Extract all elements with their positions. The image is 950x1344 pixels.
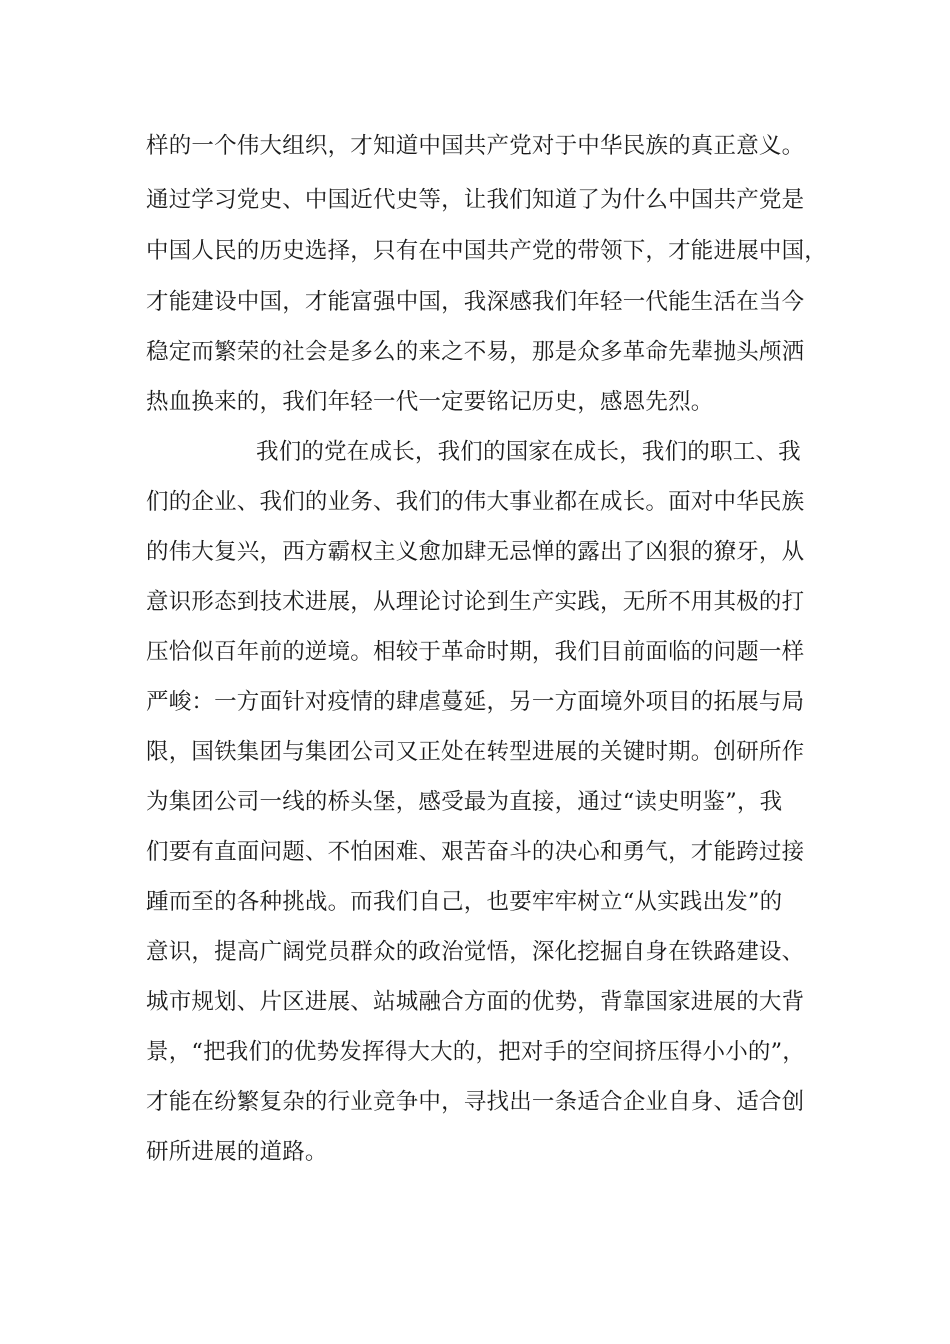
text-line: 才能在纷繁复杂的行业竞争中，寻找出一条适合企业自身、适合创	[146, 1089, 805, 1115]
text-line: 热血换来的，我们年轻一代一定要铭记历史，感恩先烈。	[146, 389, 714, 415]
text-line: 们要有直面问题、不怕困难、艰苦奋斗的决心和勇气，才能跨过接	[146, 839, 805, 865]
text-line: 样的一个伟大组织，才知道中国共产党对于中华民族的真正意义。	[146, 133, 805, 159]
text-line: 们的企业、我们的业务、我们的伟大事业都在成长。面对中华民族	[146, 489, 805, 515]
text-line: 意识形态到技术进展，从理论讨论到生产实践，无所不用其极的打	[146, 589, 805, 615]
text-line: 限，国铁集团与集团公司又正处在转型进展的关键时期。创研所作	[146, 739, 805, 765]
text-line: 才能建设中国，才能富强中国，我深感我们年轻一代能生活在当今	[146, 289, 805, 315]
text-line: 城市规划、片区进展、站城融合方面的优势，背靠国家进展的大背	[146, 989, 805, 1015]
text-line: 严峻：一方面针对疫情的肆虐蔓延，另一方面境外项目的拓展与局	[146, 689, 805, 715]
text-line: 为集团公司一线的桥头堡，感受最为直接，通过“读史明鉴”，我	[146, 789, 783, 815]
text-line: 稳定而繁荣的社会是多么的来之不易，那是众多革命先辈抛头颅洒	[146, 339, 805, 365]
text-line: 踵而至的各种挑战。而我们自己，也要牢牢树立“从实践出发”的	[146, 889, 783, 915]
text-line: 压恰似百年前的逆境。相较于革命时期，我们目前面临的问题一样	[146, 639, 805, 665]
text-line: 的伟大复兴，西方霸权主义愈加肆无忌惮的露出了凶狠的獠牙，从	[146, 539, 805, 565]
text-line: 中国人民的历史选择，只有在中国共产党的带领下，才能进展中国，	[146, 238, 828, 264]
text-line: 通过学习党史、中国近代史等，让我们知道了为什么中国共产党是	[146, 187, 805, 213]
text-line: 景，“把我们的优势发挥得大大的，把对手的空间挤压得小小的”，	[146, 1039, 806, 1065]
text-line: 研所进展的道路。	[146, 1139, 328, 1165]
text-line: 意识，提高广阔党员群众的政治觉悟，深化挖掘自身在铁路建设、	[146, 939, 805, 965]
paragraph-first-line: 我们的党在成长，我们的国家在成长，我们的职工、我	[256, 439, 801, 465]
